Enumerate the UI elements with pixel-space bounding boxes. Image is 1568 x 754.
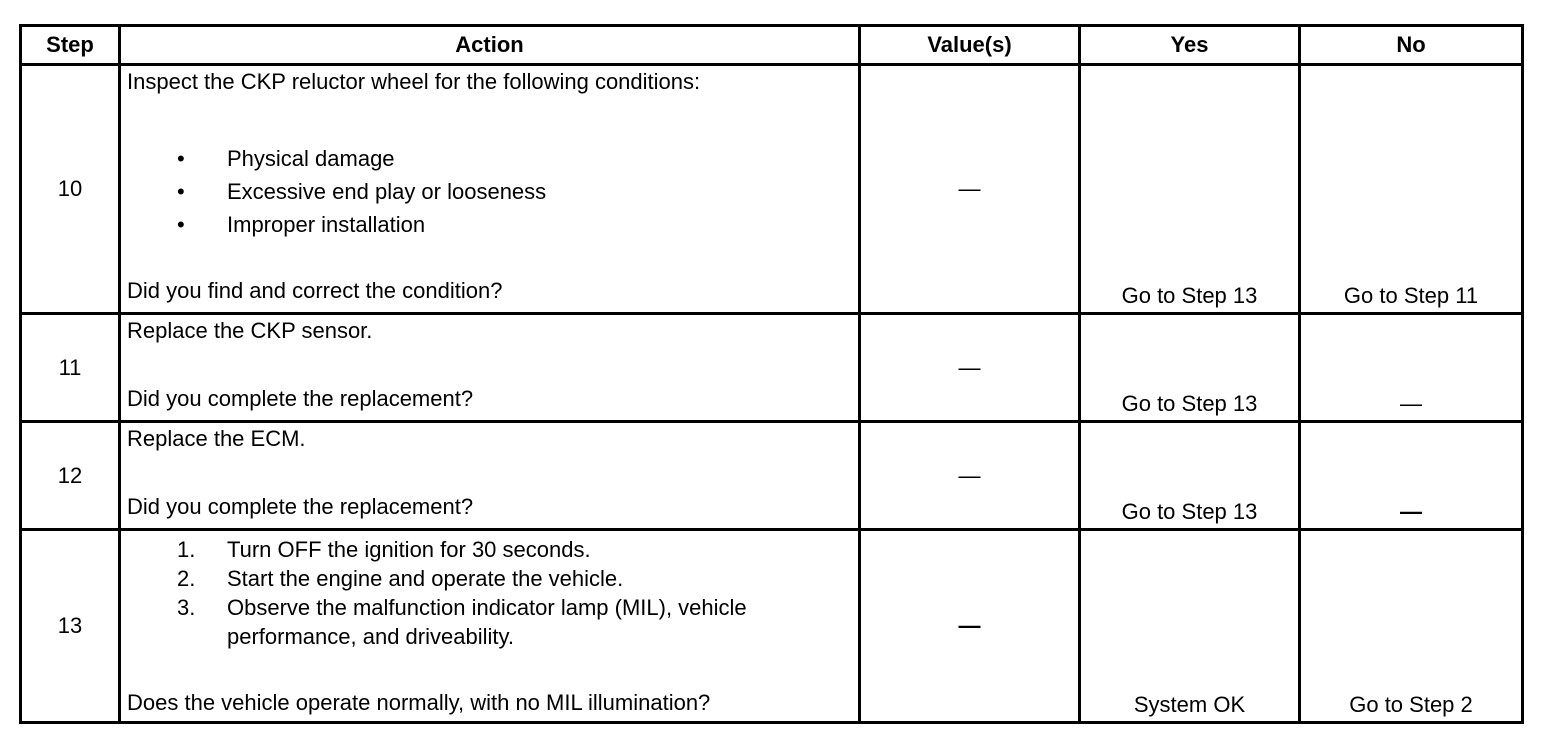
diagnostic-table bbox=[19, 24, 1524, 724]
table-row-step-12 bbox=[21, 422, 1523, 530]
action-question: Did you find and correct the condition? bbox=[127, 278, 503, 303]
condition-list bbox=[127, 142, 852, 241]
step-number: 10 bbox=[21, 65, 120, 314]
yes-cell: System OK bbox=[1080, 530, 1300, 723]
action-cell bbox=[120, 314, 860, 422]
no-cell: — bbox=[1300, 314, 1523, 422]
action-cell bbox=[120, 530, 860, 723]
no-cell: Go to Step 2 bbox=[1300, 530, 1523, 723]
header-no: No bbox=[1300, 26, 1523, 65]
bullet-icon: • bbox=[177, 179, 185, 204]
value-cell: — bbox=[860, 422, 1080, 530]
action-cell bbox=[120, 422, 860, 530]
table-row-step-10 bbox=[21, 65, 1523, 314]
header-yes: Yes bbox=[1080, 26, 1300, 65]
table-row-step-13 bbox=[21, 530, 1523, 723]
action-question: Did you complete the replacement? bbox=[127, 386, 474, 411]
action-intro: Replace the ECM. bbox=[127, 426, 306, 451]
list-item: • Improper installation bbox=[127, 208, 852, 241]
value-cell: — bbox=[860, 314, 1080, 422]
action-cell bbox=[120, 65, 860, 314]
list-item: 1. Turn OFF the ignition for 30 seconds. bbox=[177, 537, 591, 562]
action-intro: Replace the CKP sensor. bbox=[127, 318, 373, 343]
no-cell: — bbox=[1300, 422, 1523, 530]
step-number: 12 bbox=[21, 422, 120, 530]
list-item: • Physical damage bbox=[127, 142, 852, 175]
bullet-icon: • bbox=[177, 146, 185, 171]
list-item: 2. Start the engine and operate the vehicle. bbox=[177, 566, 624, 591]
value-cell: — bbox=[860, 530, 1080, 723]
yes-cell: Go to Step 13 bbox=[1080, 65, 1300, 314]
list-item: 3. Observe the malfunction indicator lamp (MIL), vehicle performance, and driveability. bbox=[177, 595, 747, 649]
value-cell: — bbox=[860, 65, 1080, 314]
no-cell: Go to Step 11 bbox=[1300, 65, 1523, 314]
header-row bbox=[21, 26, 1523, 65]
header-step: Step bbox=[21, 26, 120, 65]
list-item: • Excessive end play or looseness bbox=[127, 175, 852, 208]
action-intro: Inspect the CKP reluctor wheel for the following conditions: bbox=[127, 69, 701, 94]
header-action: Action bbox=[120, 26, 860, 65]
bullet-icon: • bbox=[177, 212, 185, 237]
step-number: 11 bbox=[21, 314, 120, 422]
table-row-step-11 bbox=[21, 314, 1523, 422]
yes-cell: Go to Step 13 bbox=[1080, 422, 1300, 530]
action-question: Does the vehicle operate normally, with no MIL illumination? bbox=[127, 690, 711, 715]
step-number: 13 bbox=[21, 530, 120, 723]
action-question: Did you complete the replacement? bbox=[127, 494, 474, 519]
procedure-list bbox=[127, 535, 852, 651]
yes-cell: Go to Step 13 bbox=[1080, 314, 1300, 422]
header-values: Value(s) bbox=[860, 26, 1080, 65]
